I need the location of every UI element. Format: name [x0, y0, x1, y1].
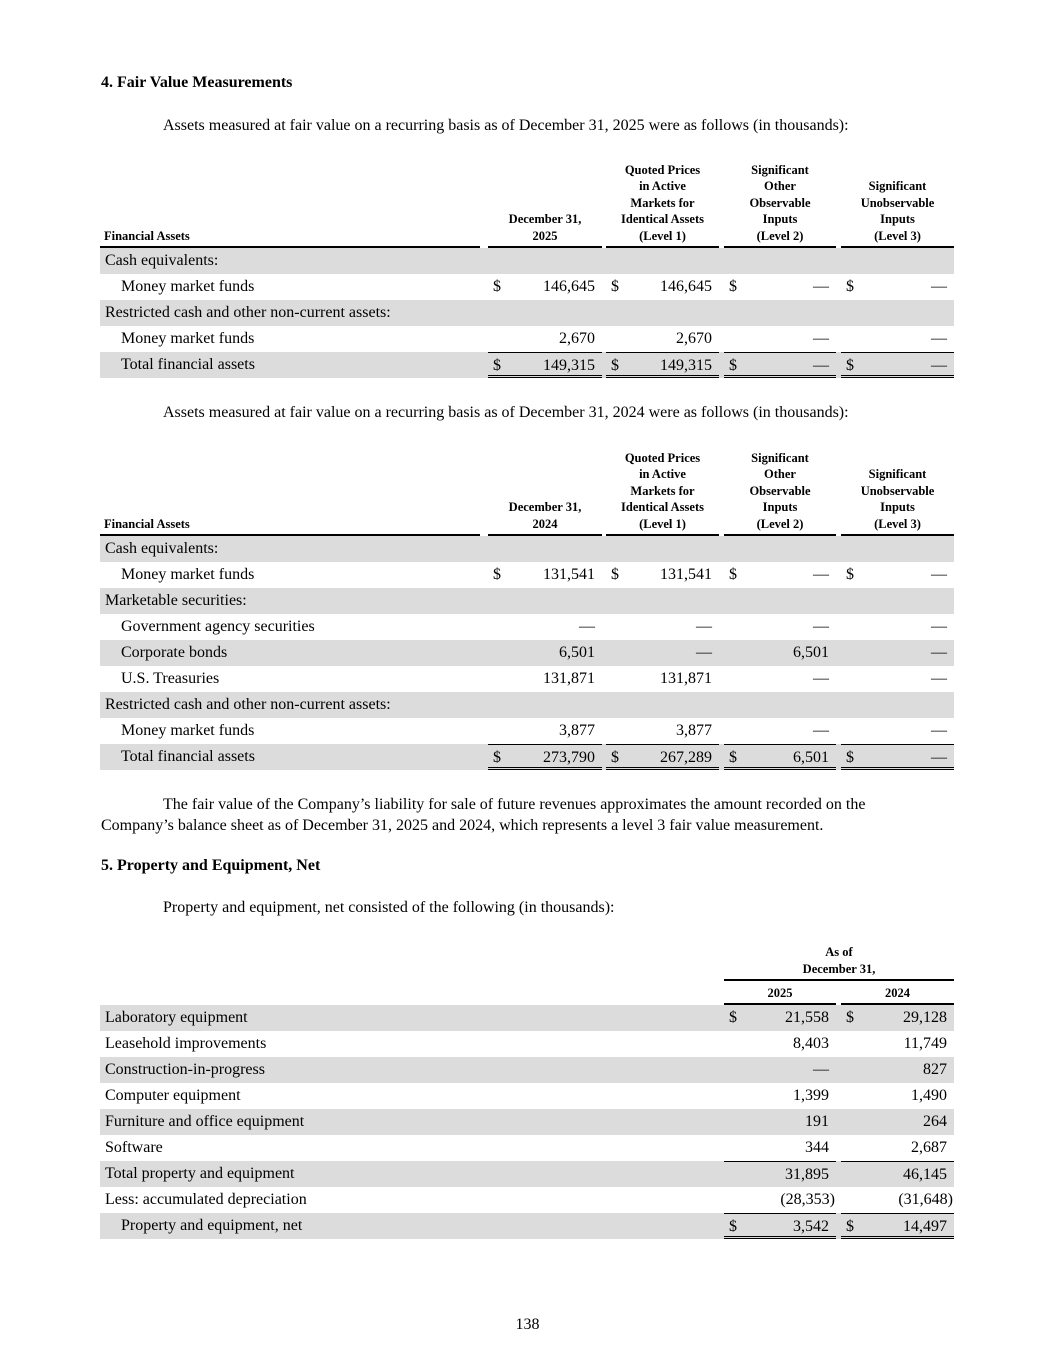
cell-value: — — [931, 722, 947, 739]
header-financial-assets: Financial Assets — [100, 516, 480, 537]
cell-value: 273,790 — [543, 749, 595, 766]
fair-value-table-2025 — [100, 162, 954, 378]
cell-value: 149,315 — [660, 357, 712, 374]
header-level-2 — [724, 162, 836, 249]
table-row-category — [100, 248, 954, 274]
note-line-2: Company’s balance sheet as of December 31, 2025 and 2024, which represents a level 3 fair value measurement. — [101, 817, 824, 834]
table-row-category — [100, 588, 954, 614]
cell — [841, 718, 954, 744]
header-line: Inputs — [762, 500, 798, 514]
cell-value: 8,403 — [793, 1035, 829, 1052]
intro-2024: Assets measured at fair value on a recurring basis as of December 31, 2024 were as follows (in thousands): — [163, 404, 849, 421]
table-row — [100, 1109, 954, 1135]
cell — [841, 1031, 954, 1057]
table-row — [100, 1031, 954, 1057]
header-line: Inputs — [880, 212, 915, 226]
header-as-of-december-31 — [724, 944, 954, 981]
header-line: Identical Assets — [621, 500, 704, 514]
cell — [724, 614, 836, 640]
cell — [841, 1213, 954, 1239]
cell-value: 131,541 — [543, 566, 595, 583]
cell-value: — — [931, 330, 947, 347]
cell-value: — — [813, 278, 829, 295]
currency-symbol: $ — [493, 357, 501, 374]
cell — [724, 562, 836, 588]
header-line: Quoted Prices — [624, 450, 701, 465]
row-label: Property and equipment, net — [121, 1217, 303, 1234]
cell-value: — — [696, 618, 712, 635]
cell-value: — — [813, 670, 829, 687]
cell — [841, 666, 954, 692]
cell-value: — — [931, 278, 947, 295]
cell-value: 131,541 — [660, 566, 712, 583]
cell — [841, 1135, 954, 1161]
cell — [724, 352, 836, 378]
cell — [606, 666, 719, 692]
header-line: (Level 2) — [756, 516, 804, 531]
header-line: Other — [764, 467, 796, 481]
cell — [841, 1083, 954, 1109]
cell-value: 3,542 — [793, 1218, 829, 1235]
cell — [841, 1161, 954, 1187]
cell — [724, 326, 836, 352]
row-label: Money market funds — [121, 722, 255, 739]
table-row — [100, 1057, 954, 1083]
row-label: Restricted cash and other non-current assets: — [105, 304, 391, 321]
cell-value: 6,501 — [793, 749, 829, 766]
currency-symbol: $ — [846, 357, 854, 374]
row-label: Restricted cash and other non-current assets: — [105, 696, 391, 713]
cell-value: — — [813, 618, 829, 635]
cell — [606, 640, 719, 666]
cell-value: 6,501 — [793, 644, 829, 661]
row-label: Money market funds — [121, 278, 255, 295]
note-line-1: The fair value of the Company’s liability for sale of future revenues approximates the amount recorded on the — [163, 796, 866, 813]
table-row-total — [100, 744, 954, 770]
header-line: Inputs — [762, 212, 798, 226]
cell-value: 6,501 — [559, 644, 595, 661]
currency-symbol: $ — [729, 278, 737, 295]
cell — [724, 1083, 836, 1109]
cell-value: 3,877 — [676, 722, 712, 739]
cell-value: — — [931, 644, 947, 661]
row-label: Money market funds — [121, 330, 255, 347]
cell — [606, 326, 719, 352]
cell — [606, 274, 719, 300]
cell — [841, 274, 954, 300]
cell-value: — — [813, 1061, 829, 1078]
header-line: Significant — [868, 179, 927, 193]
table-row — [100, 1187, 954, 1213]
currency-symbol: $ — [729, 1218, 737, 1235]
header-level-2 — [724, 450, 836, 537]
table-row-total — [100, 1213, 954, 1239]
row-label: Less: accumulated depreciation — [105, 1191, 307, 1208]
cell-value: 191 — [805, 1113, 829, 1130]
header-december-31 — [488, 499, 602, 536]
table-row — [100, 1083, 954, 1109]
cell-value: — — [931, 670, 947, 687]
cell-value: 14,497 — [903, 1218, 947, 1235]
cell-value: 344 — [805, 1139, 829, 1156]
header-line: Observable — [749, 195, 811, 210]
cell-value: 31,895 — [785, 1166, 829, 1183]
cell — [724, 718, 836, 744]
cell-value: — — [931, 618, 947, 635]
header-line: Significant — [751, 162, 809, 177]
row-label: Cash equivalents: — [105, 252, 219, 269]
table-row-category — [100, 692, 954, 718]
header-line: (Level 1) — [639, 516, 686, 531]
cell-value: 146,645 — [543, 278, 595, 295]
cell — [488, 274, 602, 300]
currency-symbol: $ — [493, 278, 501, 295]
cell-value: 149,315 — [543, 357, 595, 374]
cell-value: — — [813, 566, 829, 583]
header-december-31 — [488, 211, 602, 248]
cell — [841, 326, 954, 352]
header-level-1 — [606, 162, 719, 249]
cell-value: 2,670 — [676, 330, 712, 347]
header-line: December 31, — [802, 961, 876, 976]
cell-value: 267,289 — [660, 749, 712, 766]
cell — [724, 1187, 836, 1213]
row-label: Total financial assets — [121, 748, 255, 765]
cell-value: — — [931, 357, 947, 374]
cell — [841, 352, 954, 378]
currency-symbol: $ — [846, 566, 854, 583]
cell — [488, 640, 602, 666]
header-line: in Active — [639, 467, 686, 481]
fair-value-table-2024 — [100, 450, 954, 770]
header-line: 2024 — [532, 516, 558, 531]
header-line: December 31, — [508, 212, 582, 226]
cell-value: 3,877 — [559, 722, 595, 739]
cell — [724, 666, 836, 692]
header-line: December 31, — [508, 500, 582, 514]
cell-value: 827 — [923, 1061, 947, 1078]
currency-symbol: $ — [611, 357, 619, 374]
currency-symbol: $ — [729, 357, 737, 374]
cell-value: — — [813, 330, 829, 347]
cell-value: — — [696, 644, 712, 661]
header-line: in Active — [639, 179, 686, 193]
cell — [724, 1161, 836, 1187]
cell — [841, 1187, 954, 1213]
cell — [488, 666, 602, 692]
header-year-2025: 2025 — [724, 985, 836, 1006]
cell-value: 1,399 — [793, 1087, 829, 1104]
header-line: 2025 — [532, 228, 558, 243]
page-number: 138 — [515, 1316, 540, 1333]
cell-value: 2,670 — [559, 330, 595, 347]
cell — [724, 1135, 836, 1161]
table-row — [100, 1135, 954, 1161]
cell-value: 2,687 — [911, 1139, 947, 1156]
header-line: Significant — [751, 450, 809, 465]
table-row-total — [100, 352, 954, 378]
row-label: Laboratory equipment — [105, 1009, 248, 1026]
header-line: Quoted Prices — [624, 162, 701, 177]
cell — [724, 640, 836, 666]
header-line: Unobservable — [860, 483, 935, 498]
cell — [488, 744, 602, 770]
intro-2025: Assets measured at fair value on a recurring basis as of December 31, 2025 were as follows (in thousands): — [163, 117, 849, 134]
header-line: (Level 3) — [874, 228, 921, 243]
row-label: Corporate bonds — [121, 644, 228, 661]
cell — [841, 640, 954, 666]
cell-value: 46,145 — [903, 1166, 947, 1183]
cell-value: (28,353) — [780, 1191, 835, 1208]
header-line: (Level 2) — [756, 228, 804, 243]
row-label: Cash equivalents: — [105, 540, 219, 557]
header-line: As of — [825, 945, 853, 959]
table-row-category — [100, 536, 954, 562]
cell-value: — — [813, 357, 829, 374]
header-year-2024: 2024 — [841, 985, 954, 1006]
property-equipment-table — [100, 945, 954, 1239]
cell — [724, 1005, 836, 1031]
row-label: Money market funds — [121, 566, 255, 583]
cell — [488, 614, 602, 640]
header-level-3 — [841, 466, 954, 536]
cell — [724, 1213, 836, 1239]
table-row — [100, 562, 954, 588]
cell — [606, 718, 719, 744]
cell — [841, 614, 954, 640]
table-row — [100, 274, 954, 300]
table-row — [100, 326, 954, 352]
currency-symbol: $ — [846, 278, 854, 295]
header-line: Unobservable — [860, 195, 935, 210]
cell-value: 146,645 — [660, 278, 712, 295]
header-level-1 — [606, 450, 719, 537]
cell — [606, 352, 719, 378]
cell — [841, 1057, 954, 1083]
cell-value: — — [813, 722, 829, 739]
table-row-category — [100, 300, 954, 326]
cell — [488, 718, 602, 744]
table-row-subtotal — [100, 1161, 954, 1187]
cell-value: 1,490 — [911, 1087, 947, 1104]
row-label: Furniture and office equipment — [105, 1113, 305, 1130]
header-line: (Level 1) — [639, 228, 686, 243]
table-row — [100, 718, 954, 744]
header-line: Inputs — [880, 500, 915, 514]
row-label: Total financial assets — [121, 356, 255, 373]
cell — [606, 562, 719, 588]
cell — [841, 1109, 954, 1135]
cell-value: — — [931, 566, 947, 583]
cell — [841, 744, 954, 770]
currency-symbol: $ — [611, 278, 619, 295]
table-row — [100, 614, 954, 640]
header-line: Identical Assets — [621, 212, 704, 226]
table-row — [100, 666, 954, 692]
currency-symbol: $ — [493, 749, 501, 766]
table-row — [100, 640, 954, 666]
header-line: Observable — [749, 483, 811, 498]
currency-symbol: $ — [611, 749, 619, 766]
cell — [724, 1031, 836, 1057]
currency-symbol: $ — [846, 1218, 854, 1235]
section-5-title: 5. Property and Equipment, Net — [101, 857, 321, 874]
cell-value: 131,871 — [543, 670, 595, 687]
header-line: Significant — [868, 467, 927, 481]
row-label: Software — [105, 1139, 163, 1156]
row-label: Leasehold improvements — [105, 1035, 267, 1052]
cell — [724, 744, 836, 770]
section-4-title: 4. Fair Value Measurements — [101, 74, 293, 91]
table-row — [100, 1005, 954, 1031]
cell — [841, 1005, 954, 1031]
currency-symbol: $ — [729, 566, 737, 583]
cell — [724, 1057, 836, 1083]
cell-value: 29,128 — [903, 1009, 947, 1026]
cell-value: 11,749 — [903, 1035, 947, 1052]
row-label: U.S. Treasuries — [121, 670, 220, 687]
cell — [724, 274, 836, 300]
header-line: Markets for — [630, 483, 695, 498]
currency-symbol: $ — [729, 1009, 737, 1026]
header-line: Markets for — [630, 195, 695, 210]
currency-symbol: $ — [846, 749, 854, 766]
cell — [606, 614, 719, 640]
cell-value: (31,648) — [898, 1191, 953, 1208]
header-line: (Level 3) — [874, 516, 921, 531]
currency-symbol: $ — [611, 566, 619, 583]
cell-value: 21,558 — [785, 1009, 829, 1026]
row-label: Government agency securities — [121, 618, 315, 635]
row-label: Computer equipment — [105, 1087, 241, 1104]
ppe-intro: Property and equipment, net consisted of the following (in thousands): — [163, 899, 615, 916]
cell — [841, 562, 954, 588]
cell — [488, 352, 602, 378]
row-label: Construction-in-progress — [105, 1061, 265, 1078]
header-financial-assets: Financial Assets — [100, 228, 480, 249]
cell — [488, 326, 602, 352]
cell-value: 131,871 — [660, 670, 712, 687]
cell — [724, 1109, 836, 1135]
cell-value: — — [931, 749, 947, 766]
header-level-3 — [841, 178, 954, 248]
row-label: Marketable securities: — [105, 592, 247, 609]
cell — [606, 744, 719, 770]
cell-value: — — [579, 618, 595, 635]
currency-symbol: $ — [729, 749, 737, 766]
currency-symbol: $ — [493, 566, 501, 583]
currency-symbol: $ — [846, 1009, 854, 1026]
cell — [488, 562, 602, 588]
cell-value: 264 — [923, 1113, 947, 1130]
header-line: Other — [764, 179, 796, 193]
row-label: Total property and equipment — [105, 1165, 295, 1182]
